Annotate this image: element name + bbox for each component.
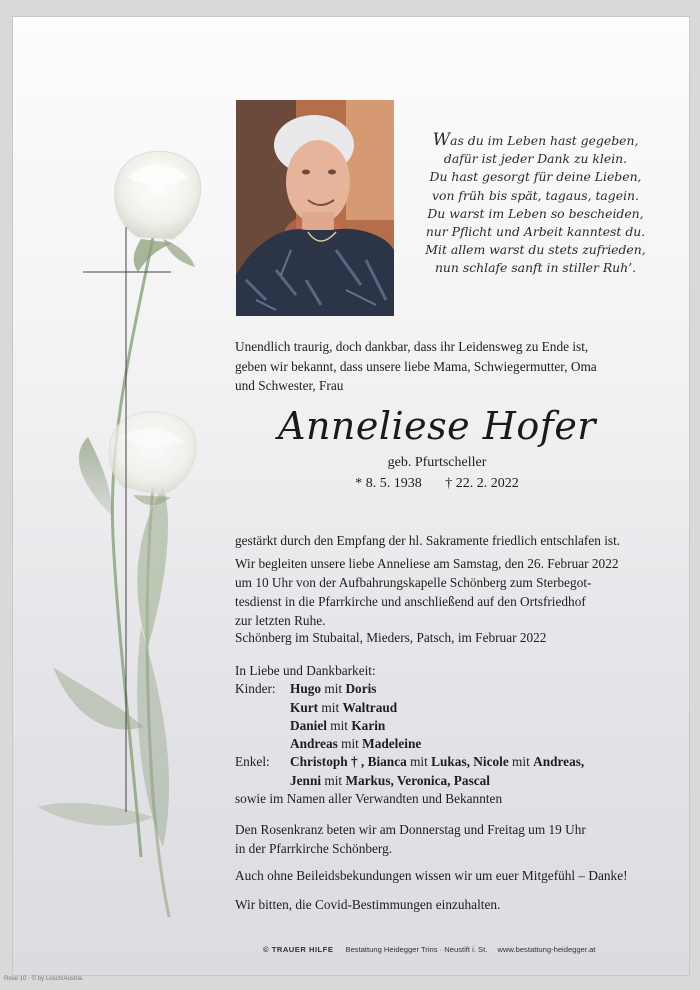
list-item: Jenni mit Markus, Veronica, Pascal xyxy=(290,772,490,788)
announcement-intro: Unendlich traurig, doch dankbar, dass ihr Leidensweg zu Ende ist, geben wir bekannt, dass unsere liebe Mama, Schwiegermutter, Oma und Schwester, Frau xyxy=(235,339,597,393)
poem-line: dafür ist jeder Dank zu klein. xyxy=(443,151,628,167)
list-item: Enkel: Christoph † , Bianca mit Lukas, Nicole mit Andreas, xyxy=(235,753,675,771)
rose-lower xyxy=(109,412,196,505)
memorial-poem xyxy=(408,131,663,278)
funeral-details: Wir begleiten unsere liebe Anneliese am Samstag, den 26. Februar 2022 um 10 Uhr von der Aufbahrungskapelle Schönberg zum Sterbegot- tesdienst in die Pfarrkirche und anschließend auf den Ortsfriedhof zur letzten Ruhe. xyxy=(235,556,619,628)
poem-line: nur Pflicht und Arbeit kanntest du. xyxy=(425,224,646,240)
relatives-line: sowie im Namen aller Verwandten und Bekannten xyxy=(235,791,503,807)
list-item: Andreas mit Madeleine xyxy=(290,736,422,752)
image-credit: Rose 10 · © by Lösch/Austria xyxy=(4,976,83,982)
poem-line: von früh bis spät, tagaus, tagein. xyxy=(432,187,639,203)
place-and-date: Schönberg im Stubaital, Mieders, Patsch, im Februar 2022 xyxy=(235,630,547,645)
funeral-company: Bestattung Heidegger Trins · Neustift i. St. xyxy=(345,945,488,954)
poem-line: Mit allem warst du stets zufrieden, xyxy=(425,242,646,258)
list-item: Daniel mit Karin xyxy=(290,717,386,733)
sacrament-line: gestärkt durch den Empfang der hl. Sakramente friedlich entschlafen ist. xyxy=(235,533,621,548)
poem-line: nun schlafe sanft in stiller Ruh’. xyxy=(434,260,637,276)
obituary-card xyxy=(12,16,690,976)
list-item: Kurt mit Waltraud xyxy=(290,699,398,715)
birth-name: geb. Pfurtscheller xyxy=(387,455,487,470)
company-url[interactable]: www.bestattung-heidegger.at xyxy=(497,945,596,954)
footer xyxy=(263,945,663,954)
family-list xyxy=(235,662,675,808)
children-label: Kinder: xyxy=(235,681,276,697)
trauerhilfe-logo: © TRAUER HILFE xyxy=(263,945,334,954)
death-date: † 22. 2. 2022 xyxy=(445,476,519,491)
leaf xyxy=(137,487,168,647)
rose-upper xyxy=(115,151,201,272)
family-heading: In Liebe und Dankbarkeit: xyxy=(235,663,376,678)
rosary-info: Den Rosenkranz beten wir am Donnerstag und Freitag um 19 Uhr in der Pfarrkirche Schönberg. xyxy=(235,822,586,856)
portrait-photo xyxy=(236,100,394,316)
poem-initial: W xyxy=(432,130,451,150)
deceased-name: Anneliese Hofer xyxy=(278,404,596,448)
leaf xyxy=(79,437,113,517)
poem-line: Was du im Leben hast gegeben, xyxy=(432,130,639,150)
grandchildren-label: Enkel: xyxy=(235,754,270,770)
condolence-note: Auch ohne Beileidsbekundungen wissen wir um euer Mitgefühl – Danke! xyxy=(235,868,628,883)
birth-date: * 8. 5. 1938 xyxy=(355,476,422,491)
leaf xyxy=(53,667,143,730)
life-dates xyxy=(243,474,631,494)
poem-line: Du hast gesorgt für deine Lieben, xyxy=(429,169,642,185)
poem-line: Du warst im Leben so bescheiden, xyxy=(427,205,644,221)
list-item: Kinder: Hugo mit Doris xyxy=(235,680,675,698)
covid-note: Wir bitten, die Covid-Bestimmungen einzuhalten. xyxy=(235,897,501,912)
